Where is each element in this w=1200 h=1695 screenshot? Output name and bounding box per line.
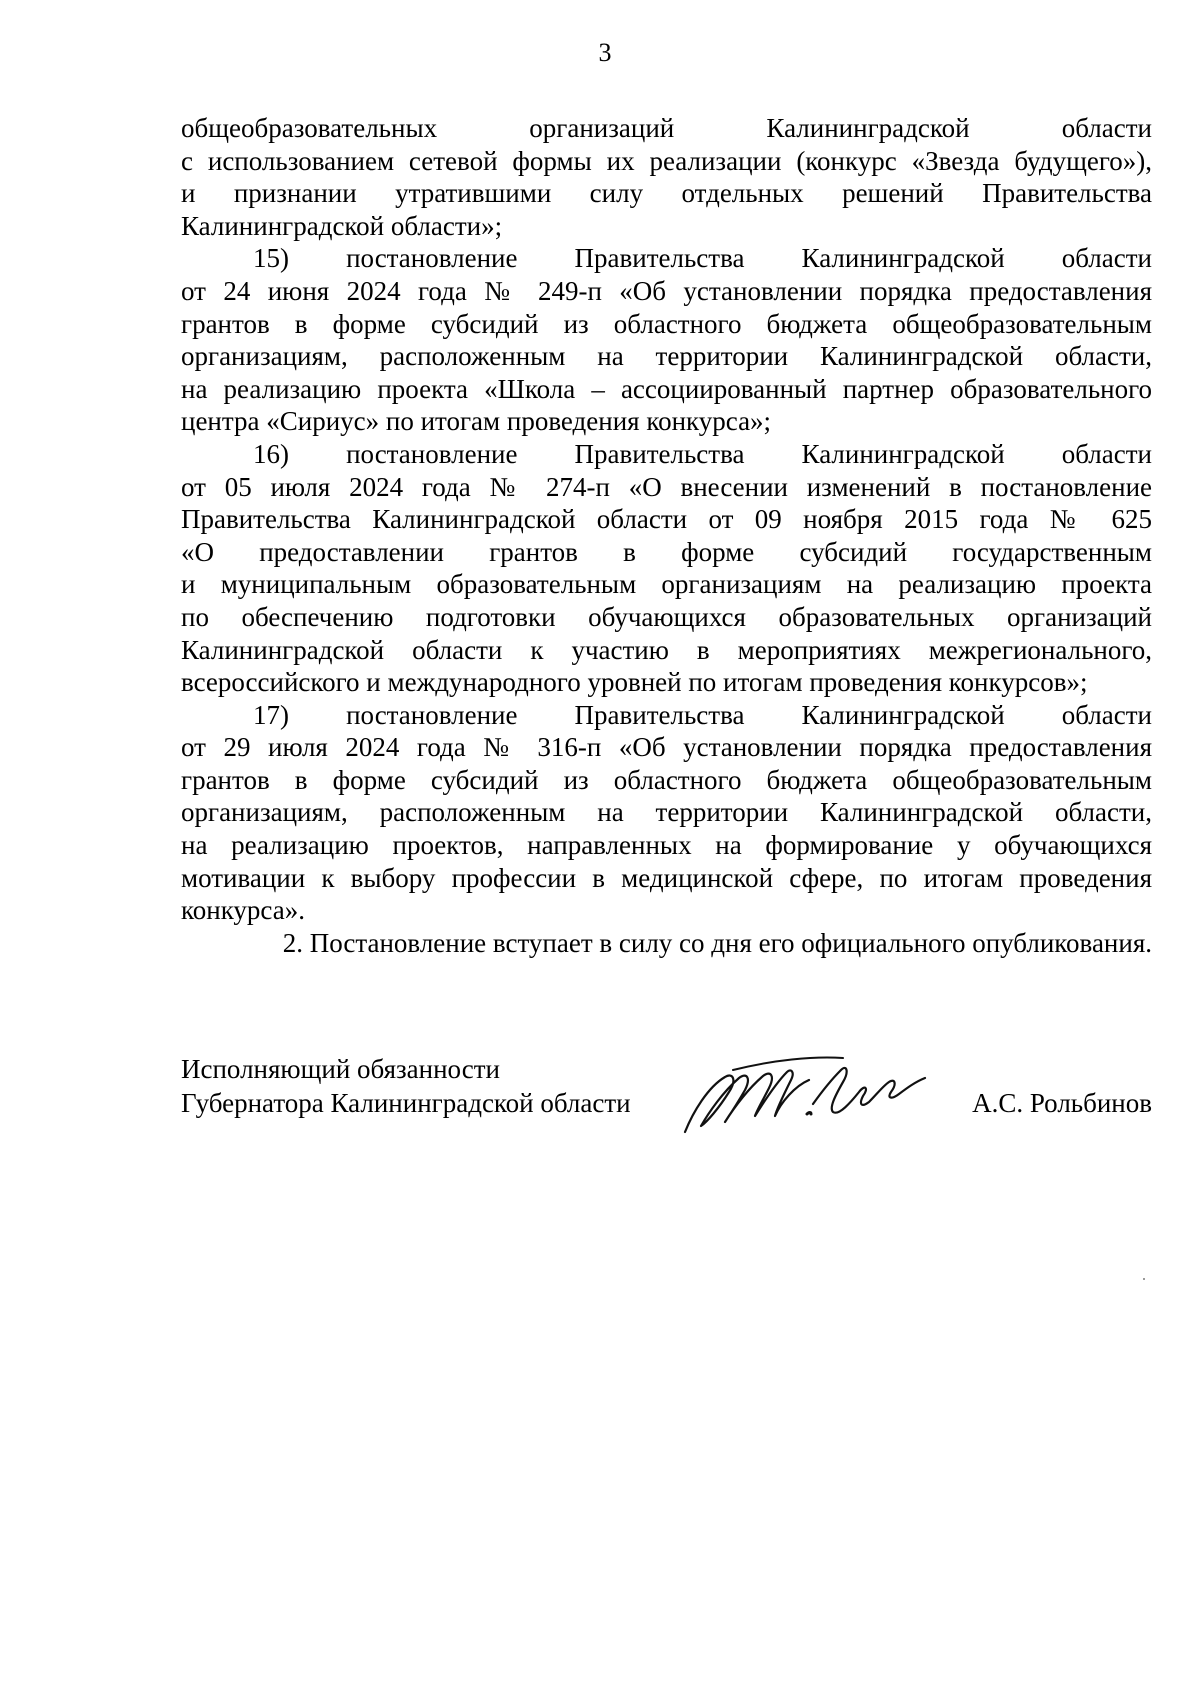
text-line: на реализацию проектов, направленных на формирование у обучающихся	[181, 830, 1152, 861]
text-line: грантов в форме субсидий из областного бюджета общеобразовательным	[181, 764, 1152, 795]
text-line: и признании утратившими силу отдельных решений Правительства	[181, 178, 1152, 209]
text-line: Калининградской области»;	[181, 210, 503, 241]
text-line: 17) постановление Правительства Калининградской области	[253, 699, 1152, 730]
text-line: грантов в форме субсидий из областного бюджета общеобразовательным	[181, 308, 1152, 339]
signatory-title	[181, 1052, 631, 1120]
page-number: 3	[598, 38, 612, 67]
text-line: с использованием сетевой формы их реализации (конкурс «Звезда будущего»),	[181, 145, 1152, 176]
signatory-name: А.С. Рольбинов	[972, 1088, 1152, 1118]
text-line: всероссийского и международного уровней по итогам проведения конкурсов»;	[181, 667, 1088, 698]
text-line: Правительства Калининградской области от 09 ноября 2015 года № 625	[181, 504, 1152, 535]
text-line: по обеспечению подготовки обучающихся образовательных организаций	[181, 601, 1152, 632]
text-line: центра «Сириус» по итогам проведения конкурса»;	[181, 406, 772, 437]
text-line: на реализацию проекта «Школа – ассоциированный партнер образовательного	[181, 373, 1152, 404]
signatory-title-line-1: Исполняющий обязанности	[181, 1054, 500, 1084]
text-line: от 24 июня 2024 года № 249-п «Об установлении порядка предоставления	[181, 275, 1152, 306]
text-line: от 05 июля 2024 года № 274-п «О внесении изменений в постановление	[181, 471, 1152, 502]
text-line: конкурса».	[181, 895, 305, 926]
text-line: 16) постановление Правительства Калининградской области	[253, 438, 1152, 469]
signatory-title-line-2: Губернатора Калининградской области	[181, 1088, 631, 1118]
handwritten-signature	[663, 1042, 933, 1142]
text-line: «О предоставлении грантов в форме субсидий государственным	[181, 536, 1152, 567]
text-line: 15) постановление Правительства Калининградской области	[253, 243, 1152, 274]
scan-artifact	[1143, 1278, 1145, 1280]
text-line: от 29 июля 2024 года № 316-п «Об установлении порядка предоставления	[181, 732, 1152, 763]
text-line: организациям, расположенным на территории Калининградской области,	[181, 341, 1152, 372]
document-body	[181, 112, 1152, 959]
text-line: общеобразовательных организаций Калининградской области	[181, 113, 1152, 143]
text-line: мотивации к выбору профессии в медицинской сфере, по итогам проведения	[181, 862, 1152, 893]
text-line: Калининградской области к участию в мероприятиях межрегионального,	[181, 634, 1152, 665]
text-line: 2. Постановление вступает в силу со дня его официального опубликования.	[282, 927, 1152, 958]
text-line: организациям, расположенным на территории Калининградской области,	[181, 797, 1152, 828]
signature-block	[181, 1052, 1152, 1172]
text-line: и муниципальным образовательным организациям на реализацию проекта	[181, 569, 1152, 600]
